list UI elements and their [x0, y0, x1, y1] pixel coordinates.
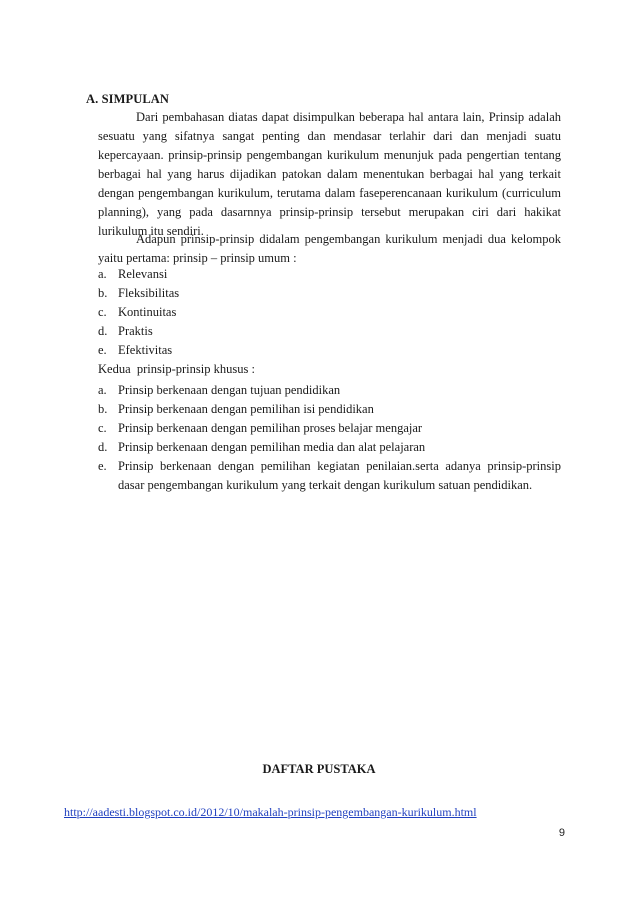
conclusion-paragraph-2: Adapun prinsip-prinsip didalam pengembangan kurikulum menjadi dua kelompok yaitu pertama: prinsip – prinsip umum :: [98, 232, 561, 265]
list-item: [98, 265, 561, 284]
list-marker: a.: [98, 383, 107, 397]
list-item-text: Efektivitas: [118, 343, 173, 357]
list-marker: e.: [98, 343, 107, 357]
list-item: [98, 400, 561, 419]
specific-principles-list: [98, 381, 561, 495]
list-item: [98, 303, 561, 322]
list-marker: c.: [98, 305, 107, 319]
list-marker: c.: [98, 421, 107, 435]
list-item-text: Praktis: [118, 324, 153, 338]
references-title: DAFTAR PUSTAKA: [262, 762, 376, 776]
list-marker: b.: [98, 402, 108, 416]
list-item: [98, 341, 561, 360]
specific-principles-intro: Kedua prinsip-prinsip khusus :: [98, 362, 255, 376]
list-item-text: Kontinuitas: [118, 305, 177, 319]
list-item: [98, 322, 561, 341]
list-item-text: Prinsip berkenaan dengan pemilihan media dan alat pelajaran: [118, 440, 426, 454]
list-item-text: Prinsip berkenaan dengan pemilihan kegiatan penilaian.serta adanya prinsip-prinsip dasar pengembangan kurikulum yang terkait dengan kurikulum satuan pendidikan.: [118, 459, 561, 492]
list-marker: d.: [98, 324, 108, 338]
list-item: [98, 419, 561, 438]
list-item: [98, 438, 561, 457]
list-item-text: Prinsip berkenaan dengan tujuan pendidikan: [118, 383, 341, 397]
general-principles-list: [98, 265, 561, 360]
list-item-text: Prinsip berkenaan dengan pemilihan isi pendidikan: [118, 402, 374, 416]
list-marker: d.: [98, 440, 108, 454]
list-item: [98, 284, 561, 303]
list-marker: a.: [98, 267, 107, 281]
list-item-text: Prinsip berkenaan dengan pemilihan proses belajar mengajar: [118, 421, 423, 435]
page-number: 9: [558, 827, 565, 839]
list-item: [98, 381, 561, 400]
list-marker: e.: [98, 459, 107, 473]
list-item-text: Fleksibilitas: [118, 286, 180, 300]
list-item: [98, 457, 561, 495]
list-item-text: Relevansi: [118, 267, 168, 281]
reference-link[interactable]: http://aadesti.blogspot.co.id/2012/10/makalah-prinsip-pengembangan-kurikulum.html: [64, 805, 477, 819]
conclusion-paragraph-1: Dari pembahasan diatas dapat disimpulkan beberapa hal antara lain, Prinsip adalah sesuatu yang sifatnya sangat penting dan mendasar terlahir dari dan menjadi suatu kepercayaan. prinsip-prinsip pengembangan kurikulum menunjuk pada pengertian tentang berbagai hal yang harus dijadikan patokan dalam menentukan berbagai hal yang terkait dengan pengembangan kurikulum, terutama dalam faseperencanaan kurikulum (curriculum planning), yang pada dasarnnya prinsip-prinsip tersebut merupakan ciri dari hakikat lurikulum itu sendiri.: [98, 110, 561, 238]
section-heading: A. SIMPULAN: [86, 92, 170, 106]
list-marker: b.: [98, 286, 108, 300]
